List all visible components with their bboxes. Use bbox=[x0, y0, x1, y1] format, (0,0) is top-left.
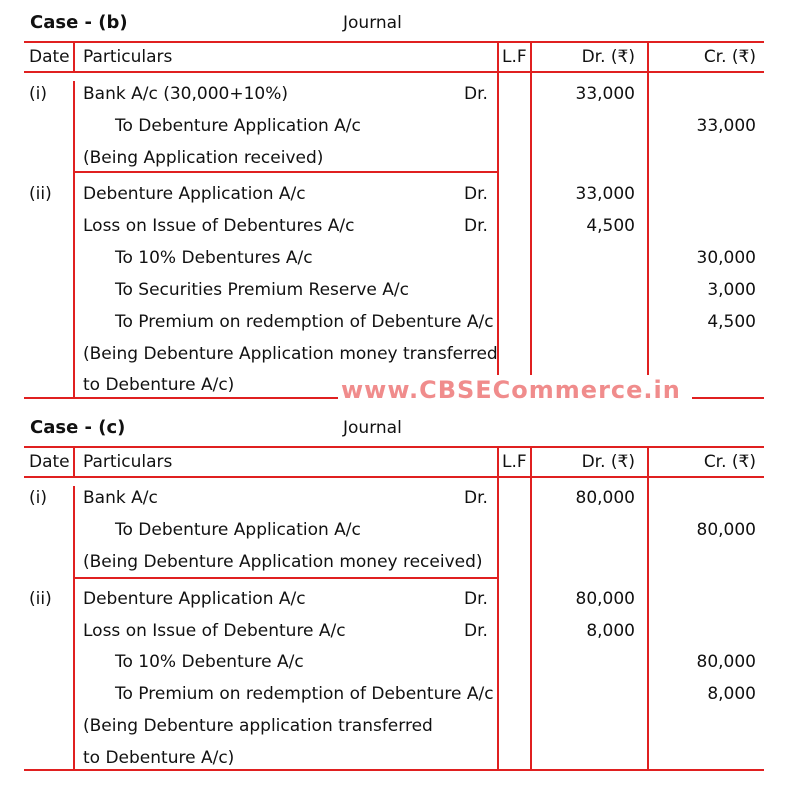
case-b-top-rule bbox=[24, 41, 764, 43]
case-b-bottom-rule-left bbox=[24, 397, 338, 399]
debit-amount: 33,000 bbox=[575, 184, 635, 204]
debit-amount: 4,500 bbox=[586, 216, 635, 236]
debit-amount: 33,000 bbox=[575, 84, 635, 104]
case-b-date-col-header bbox=[73, 41, 75, 73]
narration-line: (Being Debenture Application money received) bbox=[83, 552, 483, 572]
journal-line: Debenture Application A/c bbox=[83, 589, 306, 609]
debit-amount: 8,000 bbox=[586, 621, 635, 641]
case-c-header-rule bbox=[24, 476, 764, 478]
credit-amount: 3,000 bbox=[707, 280, 756, 300]
case-c-lf-col-right bbox=[530, 446, 532, 770]
journal-line: To Premium on redemption of Debenture A/c bbox=[115, 312, 494, 332]
dr-marker: Dr. bbox=[464, 216, 488, 236]
case-c-dr-col-right bbox=[647, 446, 649, 770]
journal-line: To Securities Premium Reserve A/c bbox=[115, 280, 409, 300]
case-c-header-particulars: Particulars bbox=[83, 452, 173, 472]
credit-amount: 80,000 bbox=[696, 652, 756, 672]
case-b-dr-col-right bbox=[647, 41, 649, 375]
case-b-lf-col-right bbox=[530, 41, 532, 375]
journal-line: To Debenture Application A/c bbox=[115, 520, 361, 540]
case-c-entry-2-date: (ii) bbox=[29, 589, 52, 609]
journal-line: Loss on Issue of Debentures A/c bbox=[83, 216, 355, 236]
journal-line: To Debenture Application A/c bbox=[115, 116, 361, 136]
narration-line: to Debenture A/c) bbox=[83, 748, 235, 768]
case-c-header-cr: Cr. (₹) bbox=[703, 452, 756, 472]
case-c-header-date: Date bbox=[29, 452, 70, 472]
case-b-lf-col-left bbox=[497, 41, 499, 375]
case-b-label: Case - (b) bbox=[30, 12, 128, 33]
dr-marker: Dr. bbox=[464, 589, 488, 609]
case-b-journal-title: Journal bbox=[343, 13, 402, 33]
case-c-label: Case - (c) bbox=[30, 417, 126, 438]
case-c-date-col bbox=[73, 486, 75, 770]
credit-amount: 80,000 bbox=[696, 520, 756, 540]
case-b-header-lf: L.F bbox=[502, 47, 527, 67]
case-b-header-cr: Cr. (₹) bbox=[703, 47, 756, 67]
case-c-header-lf: L.F bbox=[502, 452, 527, 472]
journal-line: To 10% Debentures A/c bbox=[115, 248, 313, 268]
narration-line: (Being Debenture application transferred bbox=[83, 716, 433, 736]
journal-line: Debenture Application A/c bbox=[83, 184, 306, 204]
journal-line: To 10% Debenture A/c bbox=[115, 652, 304, 672]
dr-marker: Dr. bbox=[464, 488, 488, 508]
credit-amount: 33,000 bbox=[696, 116, 756, 136]
journal-line: Bank A/c (30,000+10%) bbox=[83, 84, 288, 104]
case-c-journal-title: Journal bbox=[343, 418, 402, 438]
case-b-entry-1-date: (i) bbox=[29, 84, 47, 104]
journal-line: Loss on Issue of Debenture A/c bbox=[83, 621, 346, 641]
dr-marker: Dr. bbox=[464, 184, 488, 204]
case-c-entry-1-date: (i) bbox=[29, 488, 47, 508]
credit-amount: 8,000 bbox=[707, 684, 756, 704]
case-c-top-rule bbox=[24, 446, 764, 448]
dr-marker: Dr. bbox=[464, 84, 488, 104]
case-c-date-col-header bbox=[73, 446, 75, 478]
case-b-header-date: Date bbox=[29, 47, 70, 67]
case-b-date-col bbox=[73, 81, 75, 397]
case-b-header-rule bbox=[24, 71, 764, 73]
case-b-entry-2-date: (ii) bbox=[29, 184, 52, 204]
case-c-lf-col-left bbox=[497, 446, 499, 770]
debit-amount: 80,000 bbox=[575, 589, 635, 609]
case-b-bottom-rule-right bbox=[692, 397, 764, 399]
credit-amount: 30,000 bbox=[696, 248, 756, 268]
case-b-header-dr: Dr. (₹) bbox=[581, 47, 635, 67]
narration-line: (Being Debenture Application money transferred bbox=[83, 344, 498, 364]
debit-amount: 80,000 bbox=[575, 488, 635, 508]
case-c-bottom-rule bbox=[24, 769, 764, 771]
case-b-entry-separator bbox=[74, 171, 498, 173]
narration-line: (Being Application received) bbox=[83, 148, 324, 168]
journal-line: Bank A/c bbox=[83, 488, 158, 508]
case-c-header-dr: Dr. (₹) bbox=[581, 452, 635, 472]
credit-amount: 4,500 bbox=[707, 312, 756, 332]
dr-marker: Dr. bbox=[464, 621, 488, 641]
journal-line: To Premium on redemption of Debenture A/c bbox=[115, 684, 494, 704]
narration-line: to Debenture A/c) bbox=[83, 375, 235, 395]
case-b-header-particulars: Particulars bbox=[83, 47, 173, 67]
case-c-entry-separator bbox=[74, 577, 498, 579]
watermark-text: www.CBSECommerce.in bbox=[341, 376, 681, 404]
